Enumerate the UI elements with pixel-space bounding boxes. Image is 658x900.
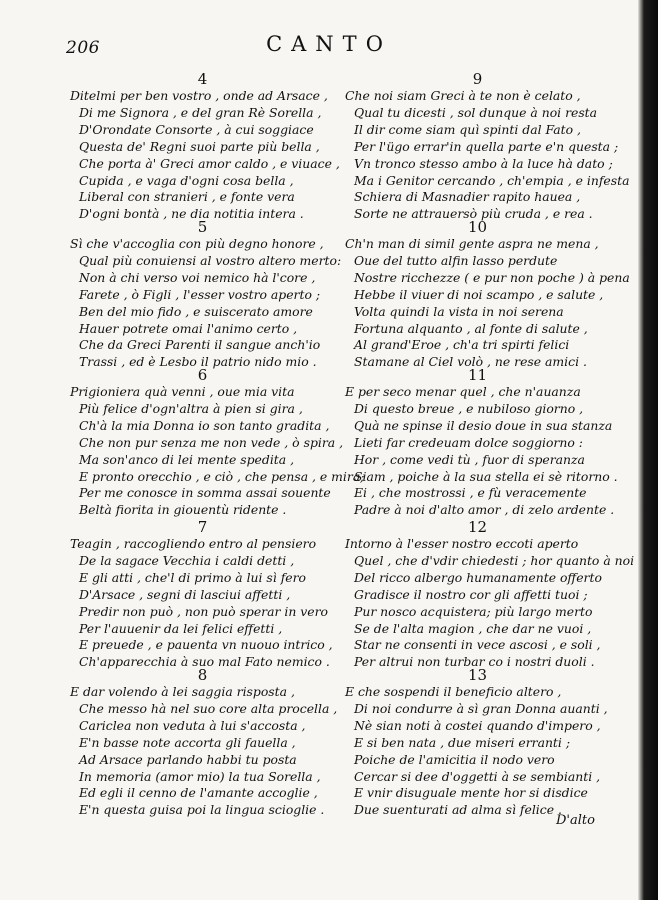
- verse-line: E gli atti , che'l di primo à lui sì fero: [79, 569, 306, 585]
- verse-line: Teagin , raccogliendo entro al pensiero: [70, 536, 317, 551]
- verse-line: Stamane al Ciel volò , ne rese amici .: [354, 354, 587, 370]
- verse-line: Se de l'alta magion , che dar ne vuoi ,: [354, 620, 592, 636]
- verse-line: E'n questa guisa poi la lingua scioglie .: [79, 802, 325, 818]
- verse-line: Ch'n man di simil gente aspra ne mena ,: [345, 236, 599, 251]
- verse-line: Padre à noi d'alto amor , di zelo ardente .: [354, 502, 615, 518]
- verse-line: Fortuna alquanto , al fonte di salute ,: [354, 320, 588, 336]
- verse-line: Cercar si dee d'oggetti à se sembianti ,: [354, 768, 601, 784]
- verse-line: Nostre ricchezze ( e pur non poche ) à pena: [354, 269, 630, 285]
- verse-line: Sorte ne attrauersò più cruda , e rea .: [354, 206, 593, 222]
- verse-line: Ditelmi per ben vostro , onde ad Arsace ,: [70, 88, 328, 103]
- verse-line: Per l'auuenir da lei felici effetti ,: [79, 620, 283, 636]
- verse-line: Che messo hà nel suo core alta procella ,: [79, 700, 338, 716]
- verse-line: Liberal con stranieri , e fonte vera: [79, 189, 295, 205]
- verse-line: Star ne consenti in vece ascosi , e soli ,: [354, 637, 601, 653]
- verse-line: Che non pur senza me non vede , ò spira ,: [79, 434, 344, 450]
- verse-line: Ed egli il cenno de l'amante accoglie ,: [79, 785, 318, 801]
- verse-line: Ma i Genitor cercando , ch'empia , e infesta: [354, 172, 630, 188]
- stanza: [70, 218, 342, 371]
- verse-line: E che sospendi il beneficio altero ,: [345, 684, 562, 699]
- page-gutter-shadow: [638, 0, 658, 900]
- verse-line: Al grand'Eroe , ch'a tri spirti felici: [354, 337, 570, 353]
- stanza-number: 4: [197, 70, 208, 88]
- verse-line: Che porta à' Greci amor caldo , e viuace ,: [79, 155, 340, 171]
- verse-line: Quel , che d'vdir chiedesti ; hor quanto à noi: [354, 552, 635, 568]
- verse-line: Hauer potrete omai l'animo certo ,: [79, 320, 298, 336]
- stanza: [70, 518, 335, 671]
- verse-line: Sì che v'accoglia con più degno honore ,: [70, 236, 324, 251]
- verse-line: Trassi , ed è Lesbo il patrio nido mio .: [79, 354, 317, 370]
- verse-line: D'ogni bontà , ne dia notitia intera .: [79, 206, 304, 222]
- verse-line: D'Orondate Consorte , à cui soggiace: [79, 121, 314, 137]
- verse-line: Per altrui non turbar co i nostri duoli .: [354, 654, 595, 670]
- verse-line: Ch'apparecchia à suo mal Fato nemico .: [79, 654, 330, 670]
- verse-line: Di me Signora , e del gran Rè Sorella ,: [79, 104, 322, 120]
- stanza: [345, 666, 610, 819]
- verse-line: Volta quindi la vista in noi serena: [354, 303, 564, 319]
- stanza-number: 11: [467, 366, 488, 384]
- verse-line: Ben del mio fido , e suiscerato amore: [79, 303, 313, 319]
- stanza: [70, 70, 340, 223]
- verse-line: E pronto orecchio , e ciò , che pensa , e mira;: [79, 468, 365, 484]
- verse-line: De la sagace Vecchia i caldi detti ,: [79, 552, 295, 568]
- verse-line: Di questo breue , e nubiloso giorno ,: [354, 400, 584, 416]
- verse-line: Pur nosco acquistera; più largo merto: [354, 603, 593, 619]
- verse-line: Due suenturati ad alma sì felice .: [354, 802, 562, 818]
- verse-line: Beltà fiorita in giouentù ridente .: [79, 502, 287, 518]
- verse-line: Più felice d'ogn'altra à pien si gira ,: [79, 400, 303, 416]
- verse-line: Hebbe il viuer di noi scampo , e salute ,: [354, 286, 604, 302]
- stanza-number: 6: [197, 366, 208, 384]
- running-header: CANTO: [266, 32, 392, 56]
- verse-line: E preuede , e pauenta vn nuouo intrico ,: [79, 637, 333, 653]
- verse-line: Di noi condurre à sì gran Donna auanti ,: [354, 700, 608, 716]
- verse-line: E dar volendo à lei saggia risposta ,: [70, 684, 295, 699]
- catchword: D'alto: [556, 813, 595, 828]
- verse-line: E'n basse note accorta gli fauella ,: [79, 734, 296, 750]
- verse-line: Cariclea non veduta à lui s'accosta ,: [79, 717, 306, 733]
- stanza: [345, 218, 630, 371]
- verse-line: Ei , che mostrossi , e fù veracemente: [354, 485, 587, 501]
- verse-line: Cupida , e vaga d'ogni cosa bella ,: [79, 172, 294, 188]
- stanza-number: 5: [197, 218, 208, 236]
- verse-line: D'Arsace , segni di lasciui affetti ,: [79, 586, 291, 602]
- verse-line: Intorno à l'esser nostro eccoti aperto: [345, 536, 579, 551]
- verse-line: E vnir disuguale mente hor si disdice: [354, 785, 588, 801]
- verse-line: E per seco menar quel , che n'auanza: [345, 384, 581, 399]
- verse-line: Ch'à la mia Donna io son tanto gradita ,: [79, 417, 330, 433]
- verse-line: Non à chi verso voi nemico hà l'core ,: [79, 269, 316, 285]
- stanza-number: 9: [472, 70, 483, 88]
- stanza: [345, 366, 618, 519]
- verse-line: Lieti far credeuam dolce soggiorno :: [354, 434, 583, 450]
- verse-line: Prigioniera quà venni , oue mia vita: [70, 384, 295, 399]
- verse-line: Quà ne spinse il desio doue in sua stanza: [354, 417, 613, 433]
- stanza-number: 12: [467, 518, 488, 536]
- verse-line: Che noi siam Greci à te non è celato ,: [345, 88, 581, 103]
- verse-line: Siam , poiche à la sua stella ei sè ritorno .: [354, 468, 618, 484]
- verse-line: Predir non può , non può sperar in vero: [79, 603, 328, 619]
- verse-line: Hor , come vedi tù , fuor di speranza: [354, 451, 585, 467]
- verse-line: Poiche de l'amicitia il nodo vero: [354, 751, 555, 767]
- verse-line: Questa de' Regni suoi parte più bella ,: [79, 138, 320, 154]
- stanza-number: 8: [197, 666, 208, 684]
- verse-line: Nè sian noti à costei quando d'impero ,: [354, 717, 601, 733]
- verse-line: Del ricco albergo humanamente offerto: [354, 569, 602, 585]
- stanza-number: 10: [467, 218, 488, 236]
- verse-line: Qual tu dicesti , sol dunque à noi resta: [354, 104, 598, 120]
- stanza-number: 13: [467, 666, 488, 684]
- verse-line: Vn tronco stesso ambo à la luce hà dato ;: [354, 155, 613, 171]
- verse-line: Qual più conuiensi al vostro altero merto:: [79, 252, 342, 268]
- verse-line: In memoria (amor mio) la tua Sorella ,: [79, 768, 321, 784]
- stanza: [70, 666, 338, 819]
- verse-line: Schiera di Masnadier rapito hauea ,: [354, 189, 581, 205]
- page-number: 206: [66, 38, 100, 58]
- verse-line: Oue del tutto alfin lasso perdute: [354, 252, 558, 268]
- verse-line: Il dir come siam quì spinti dal Fato ,: [354, 121, 581, 137]
- verse-line: Che da Greci Parenti il sangue anch'io: [79, 337, 321, 353]
- verse-line: Per l'ügo errar'in quella parte e'n questa ;: [354, 138, 619, 154]
- verse-line: Farete , ò Figli , l'esser vostro aperto ;: [79, 286, 321, 302]
- stanza: [345, 518, 635, 671]
- verse-line: E si ben nata , due miseri erranti ;: [354, 734, 570, 750]
- stanza: [345, 70, 630, 223]
- stanza: [70, 366, 365, 519]
- verse-line: Ad Arsace parlando habbi tu posta: [79, 751, 297, 767]
- verse-line: Ma son'anco di lei mente spedita ,: [79, 451, 295, 467]
- verse-line: Gradisce il nostro cor gli affetti tuoi ;: [354, 586, 588, 602]
- verse-line: Per me conosce in somma assai souente: [79, 485, 331, 501]
- stanza-number: 7: [197, 518, 208, 536]
